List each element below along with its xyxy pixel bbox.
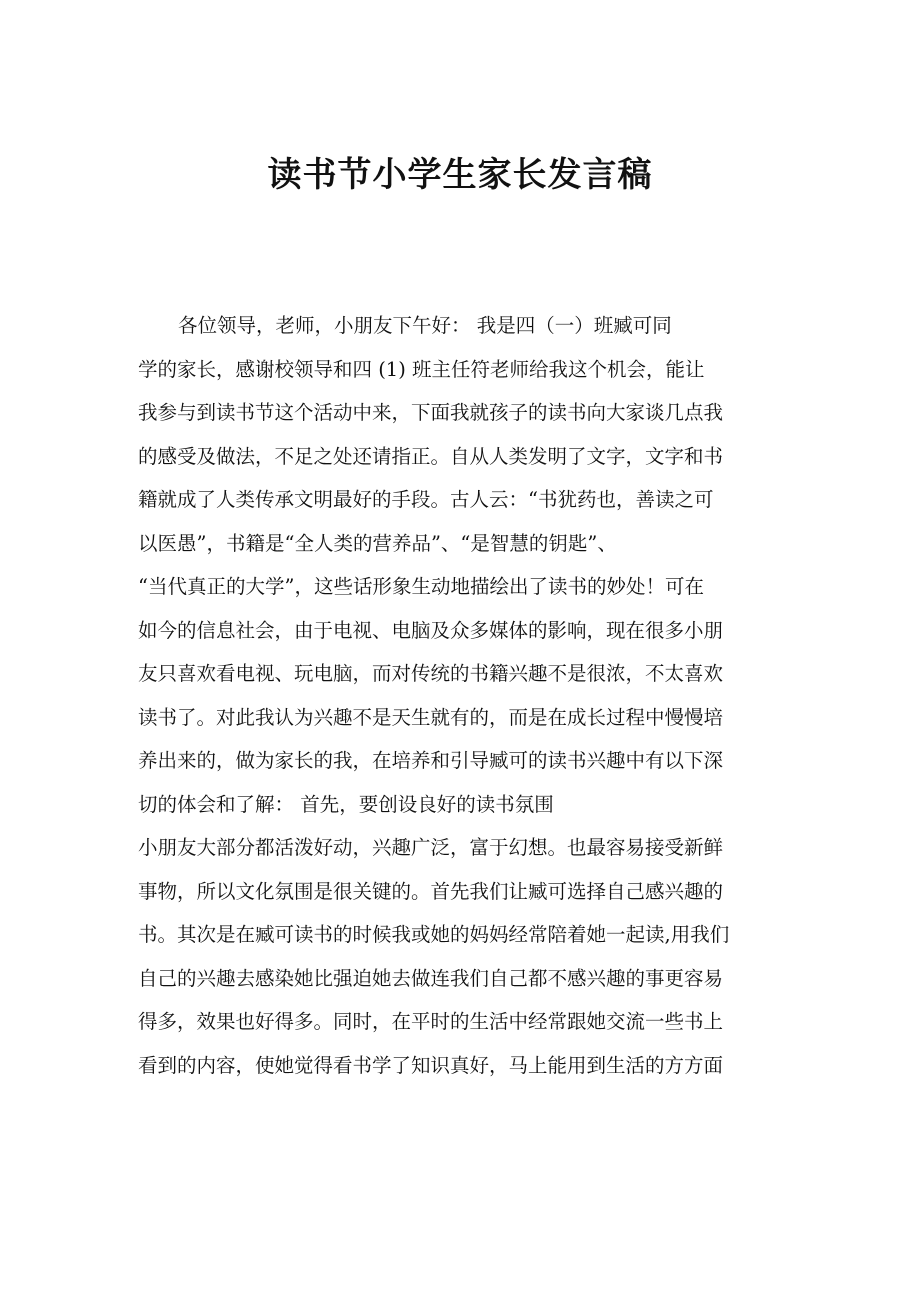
body-line: 切的体会和了解： 首先，要创设良好的读书氛围	[138, 792, 554, 816]
body-line: 籍就成了人类传承文明最好的手段。古人云：“书犹药也，善读之可	[138, 488, 714, 511]
body-line: 的感受及做法，不足之处还请指正。自从人类发明了文字，文字和书	[138, 444, 724, 468]
body-line: 养出来的，做为家长的我，在培养和引导臧可的读书兴趣中有以下深	[138, 749, 724, 772]
body-line: 小朋友大部分都活泼好动，兴趣广泛，富于幻想。也最容易接受新鲜	[138, 836, 724, 859]
body-line: 读书了。对此我认为兴趣不是天生就有的，而是在成长过程中慢慢培	[138, 705, 724, 729]
document-title: 读书节小学生家长发言稿	[267, 155, 653, 195]
body-line: 书。其次是在臧可读书的时候我或她的妈妈经常陪着她一起读,用我们	[138, 923, 730, 946]
body-line: 我参与到读书节这个活动中来，下面我就孩子的读书向大家谈几点我	[138, 401, 724, 424]
body-line: 以医愚”，书籍是“全人类的营养品”、“是智慧的钥匙”、	[138, 531, 617, 555]
body-line: 看到的内容，使她觉得看书学了知识真好，马上能用到生活的方方面	[138, 1053, 724, 1077]
body-line: “当代真正的大学”，这些话形象生动地描绘出了读书的妙处！可在	[138, 575, 704, 598]
body-line: 各位领导，老师，小朋友下午好： 我是四（一）班臧可同	[178, 314, 672, 337]
body-line: 学的家长，感谢校领导和四 (1) 班主任符老师给我这个机会，能让	[138, 357, 705, 381]
body-line: 如今的信息社会，由于电视、电脑及众多媒体的影响，现在很多小朋	[138, 618, 724, 642]
body-line: 事物，所以文化氛围是很关键的。首先我们让臧可选择自己感兴趣的	[138, 879, 724, 903]
body-line: 得多，效果也好得多。同时，在平时的生活中经常跟她交流一些书上	[138, 1010, 724, 1033]
body-line: 自己的兴趣去感染她比强迫她去做连我们自己都不感兴趣的事更容易	[138, 966, 724, 990]
document-body	[138, 304, 798, 1087]
body-line: 友只喜欢看电视、玩电脑，而对传统的书籍兴趣不是很浓，不太喜欢	[138, 662, 724, 685]
